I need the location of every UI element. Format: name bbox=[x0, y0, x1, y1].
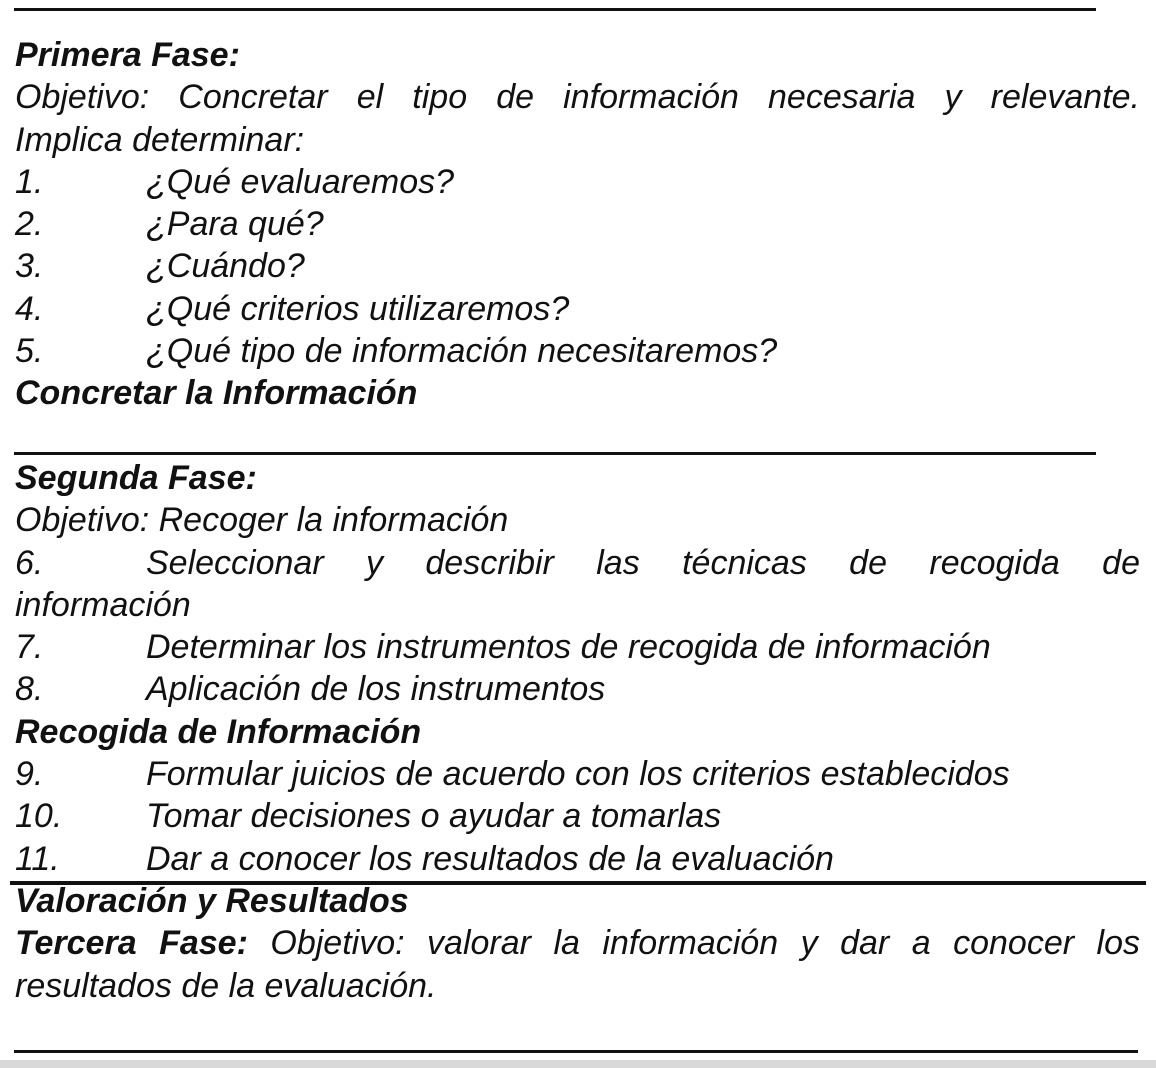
page-edge bbox=[0, 1060, 1156, 1068]
item-text: ¿Qué evaluaremos? bbox=[146, 162, 455, 201]
list-item bbox=[15, 330, 1140, 372]
top-rule bbox=[14, 8, 1096, 11]
phase1-objective-cont: Implica determinar: bbox=[15, 120, 305, 159]
item-text: Tomar decisiones o ayudar a tomarlas bbox=[146, 797, 722, 836]
item-number: 4. bbox=[15, 289, 44, 328]
item-text: ¿Cuándo? bbox=[146, 247, 305, 286]
list-item bbox=[15, 203, 1140, 245]
item-text: ¿Qué criterios utilizaremos? bbox=[146, 289, 570, 328]
phase3-objective-text: Objetivo: valorar la información y dar a conocer los bbox=[247, 924, 1140, 963]
list-item bbox=[15, 626, 1140, 668]
phase2-objective: Objetivo: Recoger la información bbox=[15, 501, 509, 540]
item-text: Dar a conocer los resultados de la evaluación bbox=[146, 839, 834, 878]
phase1-heading: Primera Fase: bbox=[15, 36, 240, 74]
list-item bbox=[15, 795, 1140, 837]
item-text: ¿Qué tipo de información necesitaremos? bbox=[146, 332, 778, 371]
item-number: 3. bbox=[15, 247, 44, 286]
item-text: Seleccionar y describir las técnicas de recogida de bbox=[146, 543, 1140, 582]
item-number: 9. bbox=[15, 755, 44, 794]
phase3-objective-cont: resultados de la evaluación. bbox=[15, 966, 437, 1005]
item-number: 1. bbox=[15, 162, 44, 201]
item-number: 11. bbox=[15, 839, 60, 878]
phase2-summary: Recogida de Información bbox=[15, 712, 422, 751]
item-text: Aplicación de los instrumentos bbox=[146, 670, 606, 709]
phase3-heading: Tercera Fase: bbox=[15, 924, 248, 963]
item-text-cont: información bbox=[15, 585, 191, 624]
list-item bbox=[15, 838, 1140, 880]
phase2-heading: Segunda Fase: bbox=[15, 458, 257, 497]
item-number: 6. bbox=[15, 543, 44, 582]
list-item bbox=[15, 668, 1140, 710]
item-number: 2. bbox=[15, 205, 44, 244]
phase3-summary: Valoración y Resultados bbox=[15, 881, 409, 920]
item-text: ¿Para qué? bbox=[146, 205, 324, 244]
item-number: 10. bbox=[15, 797, 63, 836]
list-item bbox=[15, 161, 1140, 203]
document-body bbox=[15, 34, 1140, 1007]
blank-line bbox=[15, 415, 1140, 457]
item-text: Formular juicios de acuerdo con los criterios establecidos bbox=[146, 755, 1010, 794]
list-item bbox=[15, 753, 1140, 795]
item-number: 8. bbox=[15, 670, 44, 709]
list-item bbox=[15, 245, 1140, 287]
item-number: 7. bbox=[15, 628, 44, 667]
phase1-summary: Concretar la Información bbox=[15, 374, 418, 413]
bottom-rule bbox=[14, 1050, 1138, 1053]
list-item bbox=[15, 542, 1140, 584]
phase1-objective: Objetivo: Concretar el tipo de información necesaria y relevante. bbox=[15, 78, 1140, 117]
item-text: Determinar los instrumentos de recogida de información bbox=[146, 628, 991, 667]
phase3-objective bbox=[15, 922, 1140, 964]
list-item bbox=[15, 288, 1140, 330]
item-number: 5. bbox=[15, 332, 44, 371]
